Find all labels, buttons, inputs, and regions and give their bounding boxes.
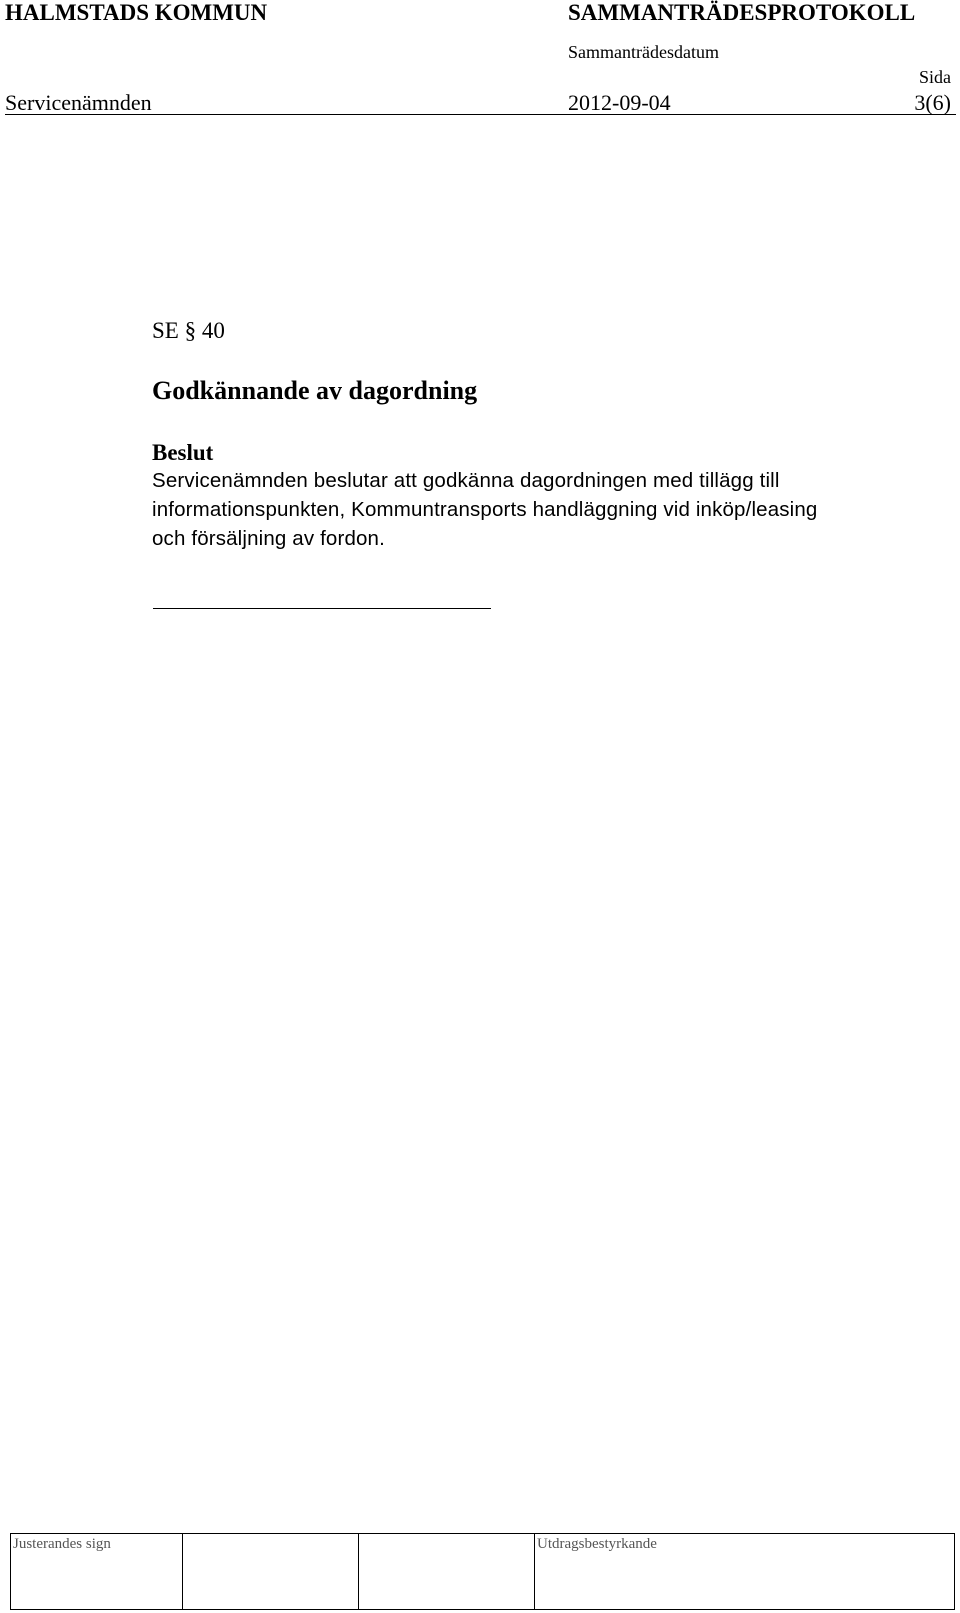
justerandes-sign-cell: Justerandes sign — [11, 1534, 183, 1610]
signature-table — [10, 1533, 955, 1610]
committee-name: Servicenämnden — [5, 90, 152, 115]
meeting-date-label: Sammanträdesdatum — [568, 42, 719, 62]
decision-text-line: och försäljning av fordon. — [152, 527, 385, 550]
header-divider — [5, 114, 956, 115]
organization-name: HALMSTADS KOMMUN — [5, 0, 268, 25]
decision-text — [152, 466, 942, 553]
section-end-rule — [153, 608, 491, 609]
meeting-date: 2012-09-04 — [568, 90, 671, 115]
signature-box — [359, 1534, 535, 1610]
signature-box — [183, 1534, 359, 1610]
decision-text-line: informationspunkten, Kommuntransports handläggning vid inköp/leasing — [152, 498, 818, 521]
decision-text-line: Servicenämnden beslutar att godkänna dagordningen med tillägg till — [152, 469, 780, 492]
utdragsbestyrkande-cell: Utdragsbestyrkande — [535, 1534, 955, 1610]
page-label: Sida — [918, 67, 951, 87]
page-number: 3(6) — [914, 90, 951, 115]
decision-label: Beslut — [152, 440, 214, 465]
document-type: SAMMANTRÄDESPROTOKOLL — [568, 0, 916, 25]
section-title: Godkännande av dagordning — [152, 376, 478, 405]
section-reference: SE § 40 — [152, 318, 225, 343]
signature-row — [11, 1534, 955, 1610]
